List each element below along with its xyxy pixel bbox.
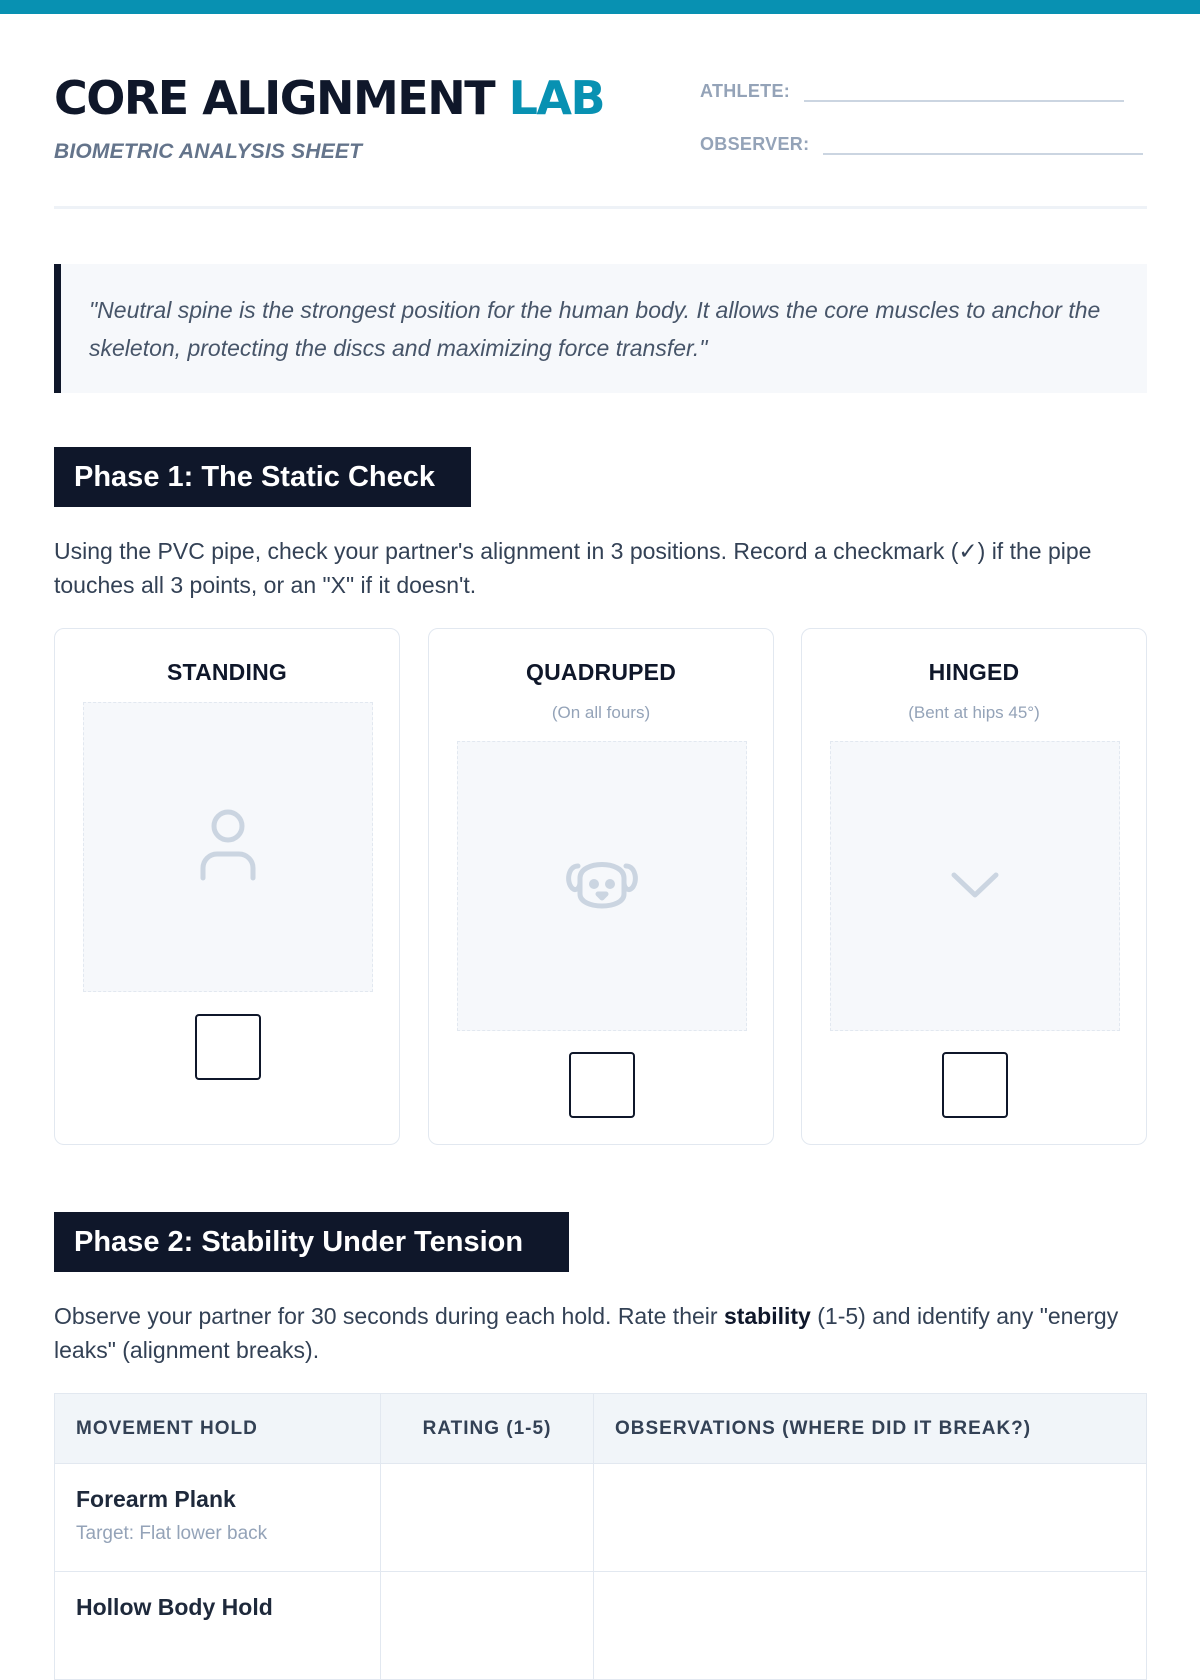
title-accent: LAB <box>508 71 605 125</box>
column-header-rating: RATING (1-5) <box>381 1394 594 1463</box>
position-card-standing <box>54 628 400 1145</box>
quadruped-checkbox[interactable] <box>569 1052 635 1118</box>
position-card-quadruped <box>428 628 774 1145</box>
position-image-placeholder <box>830 741 1120 1031</box>
phase1-heading: Phase 1: The Static Check <box>54 447 471 507</box>
position-title: STANDING <box>166 659 287 685</box>
position-title: QUADRUPED <box>525 659 677 685</box>
phase1-instructions: Using the PVC pipe, check your partner's alignment in 3 positions. Record a checkmark (✓) if the pipe touches all 3 points, or an "X" if it doesn't. <box>54 538 1092 598</box>
page-header <box>54 70 1147 210</box>
instructions-text: Observe your partner for 30 seconds during each hold. Rate their <box>54 1303 724 1329</box>
athlete-label: ATHLETE: <box>700 81 791 101</box>
hold-cell <box>55 1464 381 1571</box>
observer-label: OBSERVER: <box>700 134 810 154</box>
intro-quote <box>54 264 1147 393</box>
position-subtitle: (On all fours) <box>551 703 651 722</box>
column-header-hold: MOVEMENT HOLD <box>55 1394 381 1463</box>
phase2-instructions <box>54 1299 1147 1367</box>
observations-cell[interactable] <box>594 1572 1146 1679</box>
person-icon <box>198 808 258 887</box>
table-header-row <box>55 1394 1146 1464</box>
observer-input-line[interactable] <box>823 125 1143 155</box>
position-title: HINGED <box>928 659 1020 685</box>
standing-checkbox[interactable] <box>195 1014 261 1080</box>
quote-text: "Neutral spine is the strongest position for the human body. It allows the core muscles to anchor the skeleton, protecting the discs and maximizing force transfer." <box>89 297 1101 361</box>
position-card-hinged <box>801 628 1147 1145</box>
chevron-down-icon <box>949 868 1001 905</box>
position-subtitle: (Bent at hips 45°) <box>908 703 1040 722</box>
observer-field <box>700 125 1143 155</box>
title-main: CORE ALIGNMENT <box>54 71 509 125</box>
observations-cell[interactable] <box>594 1464 1146 1571</box>
table-row <box>55 1464 1146 1572</box>
phase2-heading: Phase 2: Stability Under Tension <box>54 1212 569 1272</box>
header-divider <box>54 206 1147 209</box>
hold-name: Hollow Body Hold <box>76 1594 273 1620</box>
top-accent-bar <box>0 0 1200 14</box>
hinged-checkbox[interactable] <box>942 1052 1008 1118</box>
column-header-observations: OBSERVATIONS (WHERE DID IT BREAK?) <box>615 1417 1032 1439</box>
position-image-placeholder <box>83 702 373 992</box>
instructions-emphasis: stability <box>723 1303 811 1329</box>
table-row <box>55 1572 1146 1680</box>
page-subtitle: BIOMETRIC ANALYSIS SHEET <box>54 140 363 163</box>
instructions-text-end: (1-5) and identify any "energy leaks" (alignment breaks). <box>54 1303 1119 1363</box>
dog-icon <box>564 848 640 925</box>
hold-name: Forearm Plank <box>76 1486 236 1512</box>
hold-target: Target: Flat lower back <box>76 1523 268 1544</box>
athlete-input-line[interactable] <box>804 72 1124 102</box>
athlete-field <box>700 72 1124 102</box>
position-image-placeholder <box>457 741 747 1031</box>
rating-cell[interactable] <box>381 1464 594 1571</box>
stability-table <box>54 1393 1147 1680</box>
rating-cell[interactable] <box>381 1572 594 1679</box>
hold-cell <box>55 1572 381 1679</box>
